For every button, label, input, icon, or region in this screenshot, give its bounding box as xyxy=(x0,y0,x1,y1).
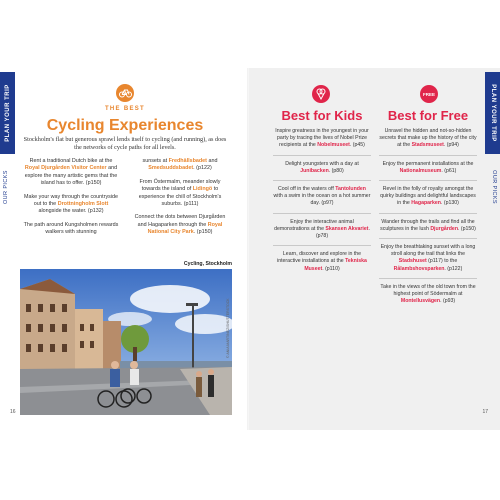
column-2 xyxy=(130,158,230,243)
paragraph: From Östermalm, meander slowly towards the island of Lidingö to experience the chill of Stockholm's suburbs. (p111) xyxy=(138,178,222,208)
paragraph: Rent a traditional Dutch bike at the Royal Djurgården Visitor Center and explore the many artistic gems that the island has to offer. (p150) xyxy=(24,158,118,187)
page-number-right: 17 xyxy=(482,409,488,415)
photo-credit: © ANIA MARTINEZ/SHUTTERSTOCK xyxy=(226,298,230,358)
list-item: Unravel the hidden and not-so-hidden secrets that make up the history of the city at the Stadsmuseet. (p94) xyxy=(379,128,477,156)
kids-ice-cream-icon xyxy=(312,85,330,103)
plan-your-trip-tab xyxy=(0,72,15,154)
list-item: Enjoy the breathtaking sunset with a long stroll along the trail that links the Stadshuset (p117) to the Rålambshovsparken. (p122) xyxy=(379,244,477,279)
free-badge-label: FREE xyxy=(422,91,435,97)
list-item: Enjoy the permanent installations at the Nationalmuseum. (p61) xyxy=(379,161,477,181)
free-list xyxy=(379,128,477,315)
kids-list xyxy=(273,128,371,283)
paragraph: Make your way through the countryside out to the Drottningholm Slott alongside the water. (p132) xyxy=(23,193,119,215)
section-kicker: THE BEST xyxy=(104,106,146,112)
list-item: Delight youngsters with a day at Junibacken. (p80) xyxy=(273,161,371,181)
bicycle-icon xyxy=(116,84,134,102)
list-item: Inspire greatness in the youngest in your party by tracing the lives of Nobel Prize recipients at the Nobelmuseet. (p45) xyxy=(273,128,371,156)
paragraph: Connect the dots between Djurgården and Hagaparken through the Royal National City Park. (p150) xyxy=(134,214,226,236)
column-1 xyxy=(22,158,120,243)
list-item: Learn, discover and explore in the interactive installations at the Tekniska Museet. (p110) xyxy=(277,251,367,272)
photo-caption: Cycling, Stockholm xyxy=(183,261,232,267)
plan-your-trip-tab xyxy=(485,72,500,154)
free-tag-icon xyxy=(420,85,438,103)
page-title: Cycling Experiences xyxy=(46,117,204,134)
left-page xyxy=(0,68,249,430)
paragraph: The path around Kungsholmen rewards walkers with stunning xyxy=(23,221,119,236)
list-item: Enjoy the interactive animal demonstrations at the Skansen Akvariet. (p78) xyxy=(273,219,371,247)
book-spread xyxy=(0,68,500,430)
list-item: Wander through the trails and find all the sculptures in the lush Djurgården. (p150) xyxy=(379,219,477,239)
intro-text: Stockholm's flat but generous sprawl lends itself to cycling (and running), as does the networks of cycle paths for all levels. xyxy=(23,136,227,152)
our-picks-label: OUR PICKS xyxy=(3,170,9,204)
tab-label: PLAN YOUR TRIP xyxy=(4,84,11,142)
best-for-kids-title: Best for Kids xyxy=(281,108,363,123)
tab-label: PLAN YOUR TRIP xyxy=(489,84,496,142)
cycling-photo xyxy=(20,269,232,415)
our-picks-label: OUR PICKS xyxy=(491,170,497,204)
list-item: Cool off in the waters off Tantolunden with a swim in the ocean on a hot summer day. (p97) xyxy=(273,186,371,214)
list-item: Revel in the folly of royalty amongst the quirky buildings and delightful landscapes in the Hagaparken. (p130) xyxy=(379,186,477,214)
best-for-free-title: Best for Free xyxy=(387,108,469,123)
list-item: Take in the views of the old town from the highest point of Södermalm at MontelIusvägen. (p93) xyxy=(380,283,476,305)
right-page xyxy=(249,68,500,430)
page-number-left: 16 xyxy=(10,409,16,415)
paragraph: sunsets at Fredhällsbadet and Smedsuddsbadet. (p122) xyxy=(142,158,218,172)
